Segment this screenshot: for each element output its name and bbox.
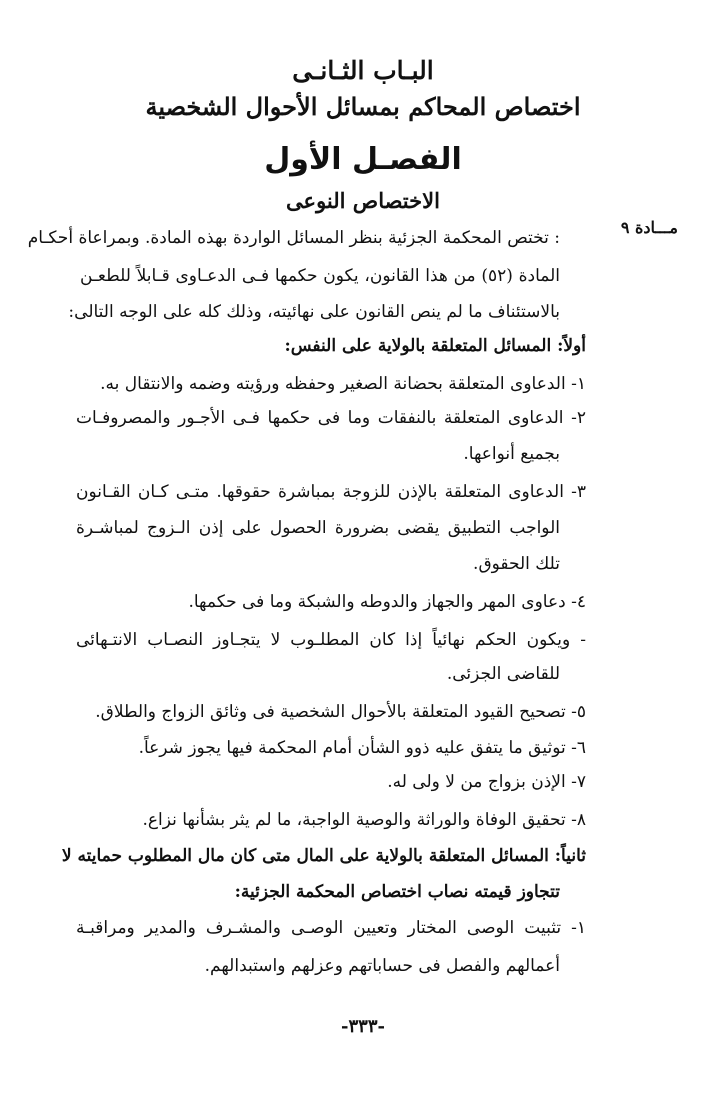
body-line: بالاستئناف ما لم ينص القانون على نهائيته، وذلك كله على الوجه التالى: — [68, 302, 560, 322]
list-item: ٣- الدعاوى المتعلقة بالإذن للزوجة بمباشرة حقوقها. متـى كـان القـانون — [76, 482, 586, 502]
list-item: ٨- تحقيق الوفاة والوراثة والوصية الواجبة، ما لم يثر بشأنها نزاع. — [142, 810, 586, 830]
section-two-heading: ثانياً: المسائل المتعلقة بالولاية على المال متى كان مال المطلوب حمايته لا — [61, 846, 586, 866]
section-two-heading-continuation: تتجاوز قيمته نصاب اختصاص المحكمة الجزئية: — [234, 882, 560, 902]
page-number: -٣٣٣- — [341, 1016, 385, 1037]
part-heading: البـاب الثـانـى — [292, 56, 434, 85]
list-item: ٦- توثيق ما يتفق عليه ذوو الشأن أمام المحكمة فيها يجوز شرعاً. — [138, 738, 586, 758]
list-item: ٥- تصحيح القيود المتعلقة بالأحوال الشخصية فى وثائق الزواج والطلاق. — [95, 702, 586, 722]
list-item: ٧- الإذن بزواج من لا ولى له. — [387, 772, 586, 792]
article-label: مـــادة ٩ — [620, 218, 678, 237]
list-item-continuation: للقاضى الجزئى. — [446, 664, 560, 684]
list-item-continuation: بجميع أنواعها. — [463, 444, 560, 464]
list-item-continuation: الواجب التطبيق يقضى بضرورة الحصول على إذن الـزوج لمباشـرة — [76, 518, 560, 538]
body-line: : تختص المحكمة الجزئية بنظر المسائل الواردة بهذه المادة. وبمراعاة أحكـام — [27, 228, 560, 248]
list-item: ٤- دعاوى المهر والجهاز والدوطه والشبكة وما فى حكمها. — [188, 592, 586, 612]
body-line: المادة (٥٢) من هذا القانون، يكون حكمها فـى الدعـاوى قـابلاً للطعـن — [80, 266, 560, 286]
list-item: - ويكون الحكم نهائياً إذا كان المطلـوب لا يتجـاوز النصـاب الانتـهائى — [76, 630, 586, 650]
section-one-heading: أولاً: المسائل المتعلقة بالولاية على النفس: — [284, 336, 586, 356]
part-subtitle: اختصاص المحاكم بمسائل الأحوال الشخصية — [145, 92, 581, 121]
list-item-continuation: أعمالهم والفصل فى حساباتهم وعزلهم واستبدالهم. — [204, 956, 560, 976]
section-heading: الاختصاص النوعى — [286, 188, 440, 213]
list-item: ١- الدعاوى المتعلقة بحضانة الصغير وحفظه ورؤيته وضمه والانتقال به. — [100, 374, 586, 394]
chapter-heading: الفصـل الأول — [264, 142, 462, 177]
list-item-continuation: تلك الحقوق. — [473, 554, 560, 574]
list-item: ١- تثبيت الوصى المختار وتعيين الوصـى والمشـرف والمدير ومراقبـة — [76, 918, 586, 938]
list-item: ٢- الدعاوى المتعلقة بالنفقات وما فى حكمها فـى الأجـور والمصروفـات — [76, 408, 586, 428]
